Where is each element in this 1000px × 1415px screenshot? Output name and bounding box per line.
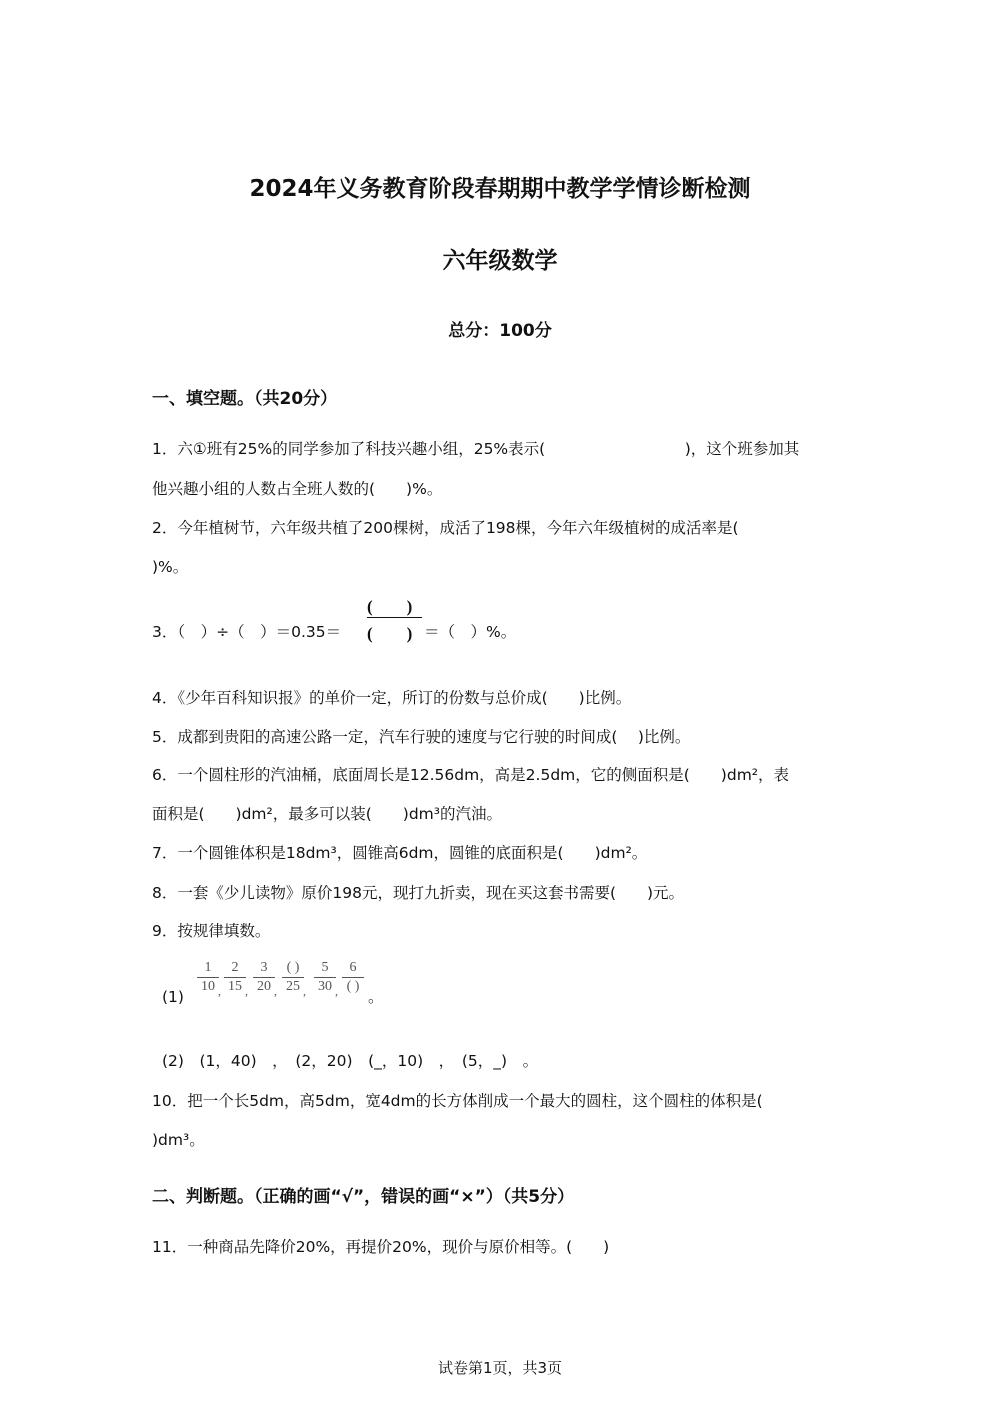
question-5: 5．成都到贵阳的高速公路一定，汽车行驶的速度与它行驶的时间成( )比例。 [152,728,691,746]
question-9-fraction-5 [314,959,336,996]
fraction-numerator: 2 [231,960,239,975]
total-score: 总分：100分 [448,321,552,341]
question-3-fraction-bar [367,617,422,618]
question-9: 9．按规律填数。 [152,922,271,940]
question-9-part-2: (2) (1，40) ， (2，20) (_，10) ， (5，_) 。 [162,1052,539,1070]
exam-subtitle: 六年级数学 [442,248,558,274]
question-11: 11．一种商品先降价20%，再提价20%，现价与原价相等。( ) [152,1238,610,1256]
fraction-denominator: 15 [228,979,242,994]
question-8: 8．一套《少儿读物》原价198元，现打九折卖，现在买这套书需要( )元。 [152,884,685,902]
question-10-line-1: 10．把一个长5dm，高5dm，宽4dm的长方体削成一个最大的圆柱，这个圆柱的体积是( [152,1092,763,1110]
question-10-line-2: )dm³。 [152,1131,205,1149]
question-9-fraction-6 [342,959,364,996]
fraction-numerator: 1 [204,960,212,975]
sequence-comma: , [274,984,277,998]
question-3-tail: ＝（ ）%。 [424,623,517,641]
sequence-comma: , [245,984,248,998]
fraction-numerator: 5 [321,960,329,975]
sequence-comma: , [335,984,338,998]
page-footer: 试卷第1页，共3页 [437,1359,563,1377]
question-9-part-1-end: 。 [368,988,384,1006]
question-3: 3．（ ）÷（ ）＝0.35＝ [152,623,342,641]
question-3-numerator: ( ) [367,597,413,616]
question-9-fraction-3 [253,959,275,996]
question-9-part-1-label: (1) [162,988,184,1006]
fraction-denominator: 30 [318,979,332,994]
question-7: 7．一个圆锥体积是18dm³，圆锥高6dm，圆锥的底面积是( )dm²。 [152,844,648,862]
question-9-fraction-2 [224,959,246,996]
exam-title: 2024年义务教育阶段春期期中教学学情诊断检测 [249,176,751,202]
question-1-line-2: 他兴趣小组的人数占全班人数的( )%。 [152,480,443,498]
section-2-heading: 二、判断题。（正确的画“√”，错误的画“×”）（共5分） [152,1187,575,1207]
question-6-line-2: 面积是( )dm²，最多可以装( )dm³的汽油。 [152,805,502,823]
question-3-denominator: ( ) [367,624,413,643]
question-9-fraction-4 [282,959,304,996]
fraction-denominator: ( ) [346,979,360,994]
fraction-numerator: 6 [349,960,357,975]
fraction-numerator: 3 [260,960,268,975]
fraction-denominator: 10 [201,979,215,994]
question-1-line-1: 1．六①班有25%的同学参加了科技兴趣小组，25%表示( )，这个班参加其 [152,440,800,458]
question-2-line-2: )%。 [152,558,189,576]
question-2-line-1: 2．今年植树节，六年级共植了200棵树，成活了198棵，今年六年级植树的成活率是( [152,519,739,537]
fraction-denominator: 25 [286,979,300,994]
sequence-comma: , [218,984,221,998]
question-4: 4．《少年百科知识报》的单价一定，所订的份数与总价成( )比例。 [152,689,632,707]
question-9-fraction-1 [197,959,219,996]
question-6-line-1: 6．一个圆柱形的汽油桶，底面周长是12.56dm，高是2.5dm，它的侧面积是( )dm²，表 [152,766,790,784]
sequence-comma: , [303,984,306,998]
fraction-numerator: ( ) [286,960,300,975]
fraction-denominator: 20 [257,979,271,994]
section-1-heading: 一、填空题。（共20分） [152,389,338,409]
